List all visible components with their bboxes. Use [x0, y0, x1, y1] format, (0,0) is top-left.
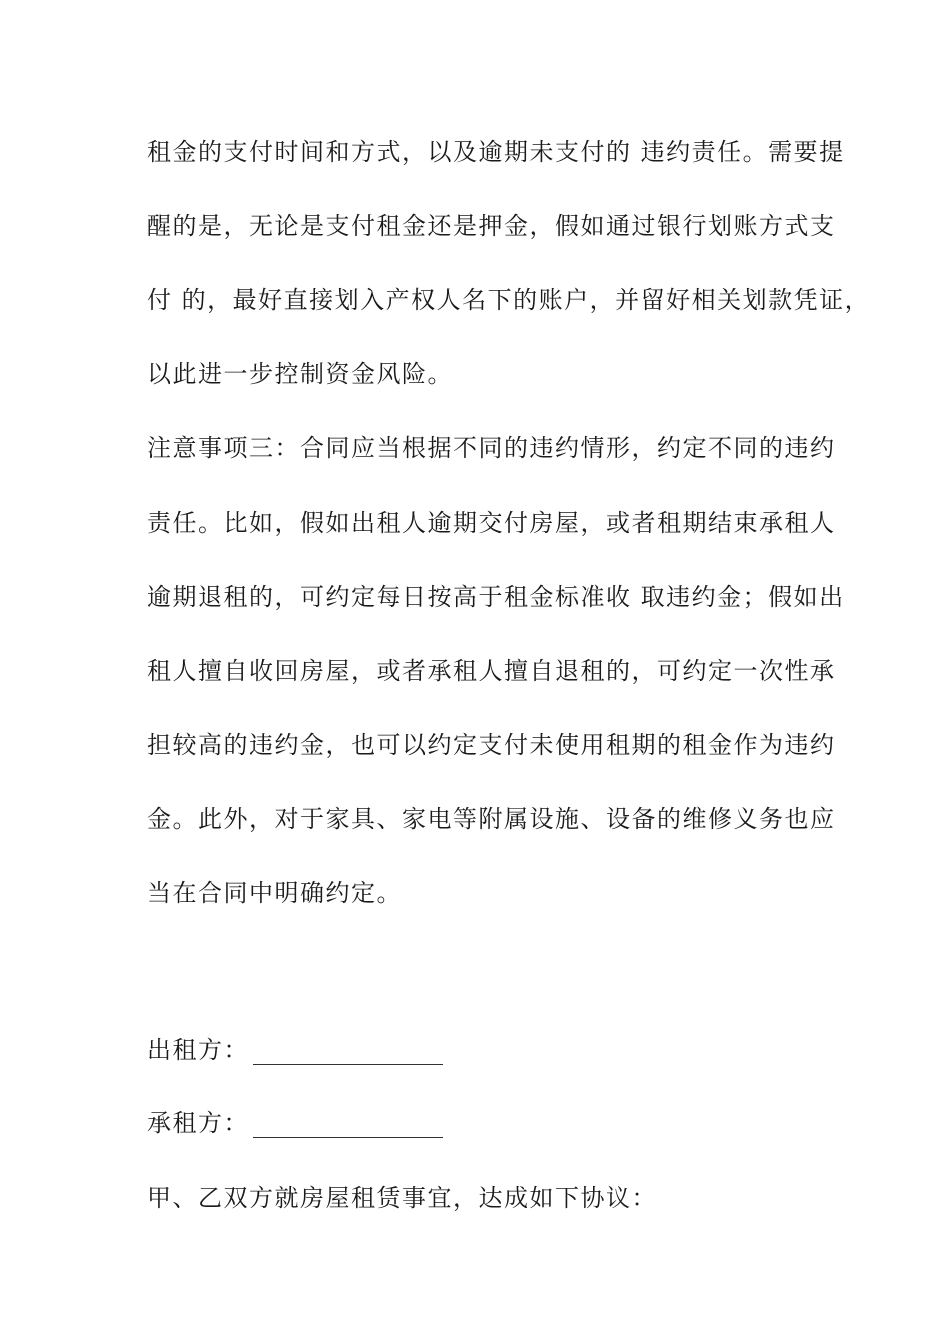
paragraph-1-line-4: 以此进一步控制资金风险。: [147, 360, 453, 388]
lessor-signature-row: [147, 1035, 443, 1065]
paragraph-2-line-2: 责任。比如，假如出租人逾期交付房屋，或者租期结束承租人: [147, 509, 836, 537]
paragraph-2-line-1: 注意事项三：合同应当根据不同的违约情形，约定不同的违约: [147, 434, 836, 462]
paragraph-2-line-7: 当在合同中明确约定。: [147, 879, 402, 907]
lessee-signature-row: [147, 1108, 443, 1138]
paragraph-1-line-3: 付 的，最好直接划入产权人名下的账户，并留好相关划款凭证，: [147, 286, 871, 314]
lessee-signature-blank: [253, 1113, 443, 1138]
paragraph-2-line-4: 租人擅自收回房屋，或者承租人擅自退租的，可约定一次性承: [147, 657, 836, 685]
agreement-intro: 甲、乙双方就房屋租赁事宜，达成如下协议：: [147, 1184, 657, 1212]
lessor-label: 出租方：: [147, 1036, 249, 1064]
paragraph-2-line-5: 担较高的违约金，也可以约定支付未使用租期的租金作为违约: [147, 731, 836, 759]
lessor-signature-blank: [253, 1040, 443, 1065]
lessee-label: 承租方：: [147, 1109, 249, 1137]
paragraph-2-line-3: 逾期退租的，可约定每日按高于租金标准收 取违约金；假如出: [147, 583, 845, 611]
paragraph-2-line-6: 金。此外，对于家具、家电等附属设施、设备的维修义务也应: [147, 805, 836, 833]
paragraph-1-line-2: 醒的是，无论是支付租金还是押金，假如通过银行划账方式支: [147, 212, 836, 240]
paragraph-1-line-1: 租金的支付时间和方式，以及逾期未支付的 违约责任。需要提: [147, 138, 845, 166]
